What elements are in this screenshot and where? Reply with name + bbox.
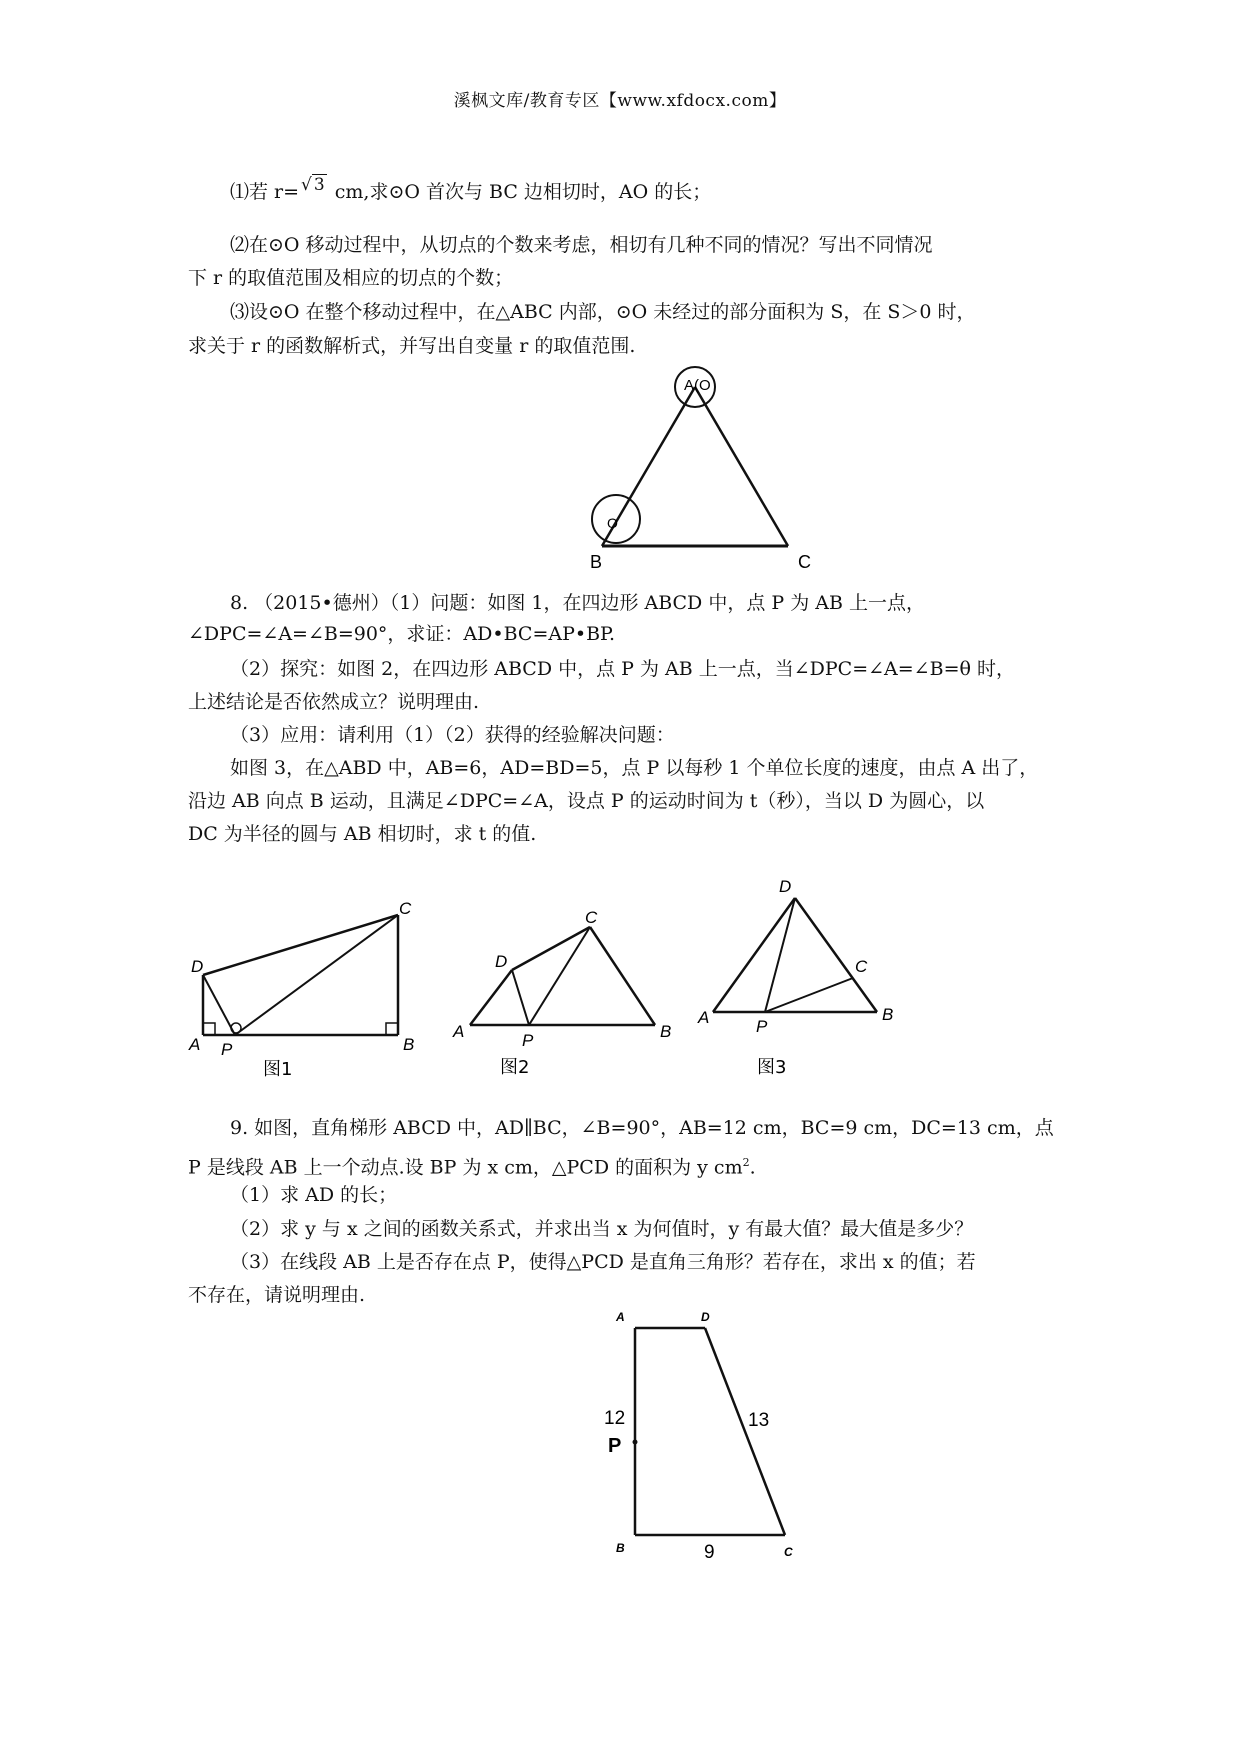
label-a-o: A(O xyxy=(684,377,711,394)
trap-label-p: P xyxy=(608,1435,622,1457)
label-o: O xyxy=(607,515,618,531)
q8-line1: 8. （2015•德州）（1）问题：如图 1，在四边形 ABCD 中，点 P 为 AB 上一点， xyxy=(230,592,925,614)
trap-side-dc xyxy=(705,1328,785,1535)
trap-label-a: A xyxy=(616,1310,625,1324)
q8-line6: 如图 3，在△ABD 中，AB=6，AD=BD=5，点 P 以每秒 1 个单位长度的速度，由点 A 出了， xyxy=(230,757,1039,779)
fig2-label-a: A xyxy=(453,1022,465,1041)
q8-figure-3 xyxy=(695,870,915,1090)
q9-line6: 不存在，请说明理由. xyxy=(188,1284,366,1306)
fig1-right-angle-b xyxy=(386,1023,398,1035)
fig2-segment-pc xyxy=(529,927,590,1025)
q7-part1-suffix: cm,求⊙O 首次与 BC 边相切时，AO 的长； xyxy=(328,181,712,203)
q8-figure-2 xyxy=(450,905,690,1085)
q9-line2-superscript: 2 xyxy=(742,1156,750,1169)
side-ac xyxy=(695,387,788,546)
fig3-side-ad xyxy=(713,898,795,1012)
fig3-segment-pc xyxy=(765,978,853,1012)
sqrt-radicand: 3 xyxy=(313,175,325,195)
fig2-label-b: B xyxy=(660,1022,672,1041)
q8-line8: DC 为半径的圆与 AB 相切时，求 t 的值. xyxy=(188,823,537,845)
trap-label-c: C xyxy=(784,1545,793,1559)
trap-length-dc: 13 xyxy=(748,1410,770,1431)
q8-line2: ∠DPC=∠A=∠B=90°，求证：AD•BC=AP•BP. xyxy=(188,623,616,645)
q9-line5: （3）在线段 AB 上是否存在点 P，使得△PCD 是直角三角形？若存在，求出 x 的值；若 xyxy=(230,1251,976,1273)
fig3-label-d: D xyxy=(779,877,792,896)
page-header: 溪枫文库/教育专区【www.xfdocx.com】 xyxy=(453,91,787,111)
fig3-segment-dp xyxy=(765,898,795,1012)
trap-label-b: B xyxy=(616,1541,625,1555)
fig3-label-b: B xyxy=(882,1005,894,1024)
fig1-caption: 图1 xyxy=(263,1059,293,1080)
fig3-label-c: C xyxy=(855,957,868,976)
fig1-label-b: B xyxy=(403,1035,415,1054)
q8-line7: 沿边 AB 向点 B 运动，且满足∠DPC=∠A，设点 P 的运动时间为 t（秒），当以 D 为圆心，以 xyxy=(188,790,985,812)
q9-line2-text: P 是线段 AB 上一个动点.设 BP 为 x cm，△PCD 的面积为 y cm xyxy=(188,1156,743,1179)
fig2-side-bc xyxy=(590,927,655,1025)
fig1-label-a: A xyxy=(189,1035,201,1054)
fig2-label-c: C xyxy=(585,908,598,927)
fig2-caption: 图2 xyxy=(500,1057,530,1078)
fig3-caption: 图3 xyxy=(757,1057,787,1078)
trap-length-ab: 12 xyxy=(604,1408,626,1429)
q9-line4: （2）求 y 与 x 之间的函数关系式，并求出当 x 为何值时，y 有最大值？最大值是多少？ xyxy=(230,1218,974,1240)
q8-line4: 上述结论是否依然成立？说明理由. xyxy=(188,691,480,713)
q7-part2-line2: 下 r 的取值范围及相应的切点的个数； xyxy=(188,267,514,289)
q7-part2-line1: ⑵在⊙O 移动过程中，从切点的个数来考虑，相切有几种不同的情况？写出不同情况 xyxy=(230,234,933,256)
q9-trapezoid-figure xyxy=(600,1300,820,1570)
fig1-label-p: P xyxy=(221,1040,233,1059)
q7-part3-line1: ⑶设⊙O 在整个移动过程中，在△ABC 内部，⊙O 未经过的部分面积为 S，在 S＞0 时， xyxy=(230,301,976,323)
q7-part3-line2: 求关于 r 的函数解析式，并写出自变量 r 的取值范围. xyxy=(188,335,636,357)
trap-length-bc: 9 xyxy=(704,1542,715,1563)
fig1-label-d: D xyxy=(191,957,204,976)
q7-part1-prefix: ⑴若 r= xyxy=(230,181,300,203)
fig2-side-ad xyxy=(470,970,512,1025)
q8-figure-1 xyxy=(185,900,425,1090)
q8-line3: （2）探究：如图 2，在四边形 ABCD 中，点 P 为 AB 上一点，当∠DPC=∠A=∠B=θ 时， xyxy=(230,658,1015,680)
trap-point-p xyxy=(633,1440,638,1445)
q7-part1 xyxy=(230,176,711,210)
fig2-label-d: D xyxy=(495,952,508,971)
sqrt-symbol: √ 3 xyxy=(301,175,325,195)
q8-line5: （3）应用：请利用（1）（2）获得的经验解决问题： xyxy=(230,724,675,746)
fig2-side-dc xyxy=(512,927,590,970)
fig1-angle-mark-p xyxy=(231,1023,241,1033)
trap-label-d: D xyxy=(701,1310,710,1324)
fig3-label-a: A xyxy=(698,1008,710,1027)
label-c: C xyxy=(798,552,811,572)
label-b: B xyxy=(590,552,603,572)
q9-line3: （1）求 AD 的长； xyxy=(230,1184,398,1206)
q9-line1: 9. 如图，直角梯形 ABCD 中，AD∥BC，∠B=90°，AB=12 cm，BC=9 cm，DC=13 cm，点 xyxy=(230,1117,1054,1139)
q9-line2-end: . xyxy=(749,1156,756,1179)
fig1-segment-dp xyxy=(203,975,235,1035)
fig1-right-angle-a xyxy=(203,1023,215,1035)
fig1-segment-pc xyxy=(235,915,398,1035)
fig2-label-p: P xyxy=(522,1031,534,1050)
fig3-label-p: P xyxy=(756,1017,768,1036)
fig2-segment-dp xyxy=(512,970,529,1025)
fig1-side-dc xyxy=(203,915,398,975)
q7-triangle-figure xyxy=(580,360,820,575)
fig1-label-c: C xyxy=(399,899,412,918)
